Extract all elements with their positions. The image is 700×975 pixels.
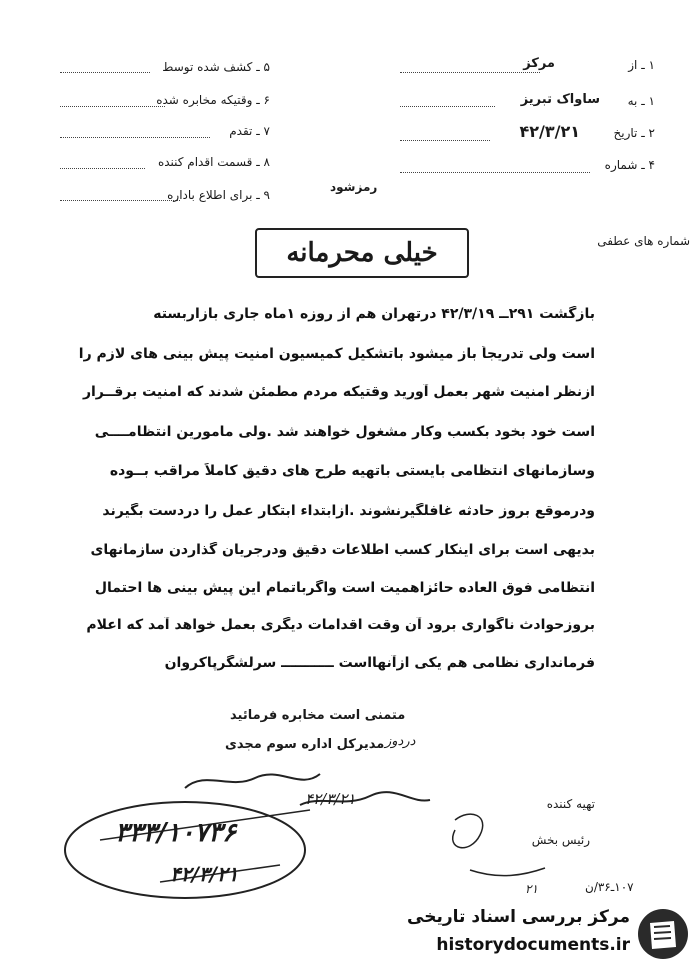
- date-dots: [400, 140, 490, 141]
- body-line: بروزحوادث ناگواری برود آن وقت اقدامات دیگری بعمل خواهد آمد که اعلام: [86, 617, 595, 633]
- body-line: بدیهی است برای اینکار کسب اطلاعات دقیق ودرجریان گذاردن سازمانهای: [90, 542, 595, 558]
- date-value: ۴۲/۳/۲۱: [519, 122, 580, 141]
- number-dots: [400, 172, 590, 173]
- prepared-by-label: تهیه کننده: [546, 797, 595, 811]
- from-value: مرکز: [523, 56, 555, 71]
- section-head-label: رئیس بخش: [531, 833, 590, 847]
- transmitted-time-dots: [60, 106, 165, 107]
- detected-by-label: ۵ ـ کشف شده توسط: [162, 60, 270, 74]
- from-label: ۱ ـ از: [628, 58, 655, 72]
- for-info-label: ۹ ـ برای اطلاع باداره: [167, 188, 270, 202]
- action-section-dots: [60, 168, 145, 169]
- body-line: است خود بخود بکسب وکار مشغول خواهند شد .ولی مامورین انتظامــــی: [94, 424, 595, 440]
- to-value: ساواک تبریز: [520, 92, 600, 107]
- classification-stamp: [255, 228, 469, 278]
- body-line: ودرموقع بروز حادثه غافلگیرنشوند .ازابتداء ابتکار عمل را دردست بگیرند: [102, 503, 595, 519]
- handwritten-number: ۳۳۳/۱۰۷۳۶: [115, 818, 237, 848]
- watermark-title: مرکز بررسی اسناد تاریخی: [407, 907, 630, 927]
- detected-by-dots: [60, 72, 150, 73]
- transmitted-time-label: ۶ ـ وقتیکه مخابره شده: [156, 93, 270, 107]
- body-line: وسازمانهای انتظامی بایستی باتهیه طرح های دقیق کاملاً مراقب بــوده: [109, 463, 595, 479]
- action-section-label: ۸ ـ قسمت اقدام کننده: [157, 155, 270, 169]
- date-label: ۲ ـ تاریخ: [613, 126, 655, 140]
- classification-stamp-text: خیلی محرمانه: [286, 238, 438, 268]
- reference-numbers-label: شماره های عطفی: [597, 234, 690, 248]
- handwritten-small-date: ۴۲/۳/۲۱: [305, 790, 356, 808]
- director-signature-line: مدیرکل اداره سوم مجدی: [225, 737, 385, 752]
- watermark: [405, 905, 690, 967]
- to-dots: [400, 106, 495, 107]
- bottom-right-code: ۱۰۷ـ۳۶/ن: [585, 880, 634, 894]
- priority-label: ۷ ـ تقدم: [229, 124, 270, 138]
- number-label: ۴ ـ شماره: [604, 158, 655, 172]
- to-label: ۱ ـ به: [627, 94, 655, 108]
- from-dots: [400, 72, 540, 73]
- handwritten-annotation: دردوز: [385, 734, 416, 749]
- body-line: انتظامی فوق العاده حائزاهمیت است واگرباتمام این پیش بینی ها احتمال: [94, 580, 595, 596]
- closing-line: متمنی است مخابره فرمائید: [230, 708, 406, 723]
- cipher-label: رمزشود: [330, 180, 378, 194]
- body-line: ازنظر امنیت شهر بعمل آورید وقتیکه مردم مطمئن شدند که امنیت برقــرار: [82, 384, 595, 400]
- priority-dots: [60, 137, 210, 138]
- bottom-right-date: ۲۱: [525, 882, 538, 896]
- archive-logo-icon: [636, 907, 690, 961]
- body-line: است ولی تدریجاً باز میشود باتشکیل کمیسیون امنیت پیش بینی های لازم را: [78, 346, 595, 362]
- handwritten-date: ۴۲/۳/۲۱: [170, 862, 239, 886]
- for-info-dots: [60, 200, 180, 201]
- body-line: بازگشت ۲۹۱ــ ۴۲/۳/۱۹ درتهران هم از روزه ۱ماه جاری بازاربسته: [153, 306, 595, 322]
- watermark-url: historydocuments.ir: [436, 935, 630, 955]
- body-line: فرمانداری نظامی هم یکی ازآنهااست ـــــــــــ سرلشگرپاکروان: [164, 655, 595, 671]
